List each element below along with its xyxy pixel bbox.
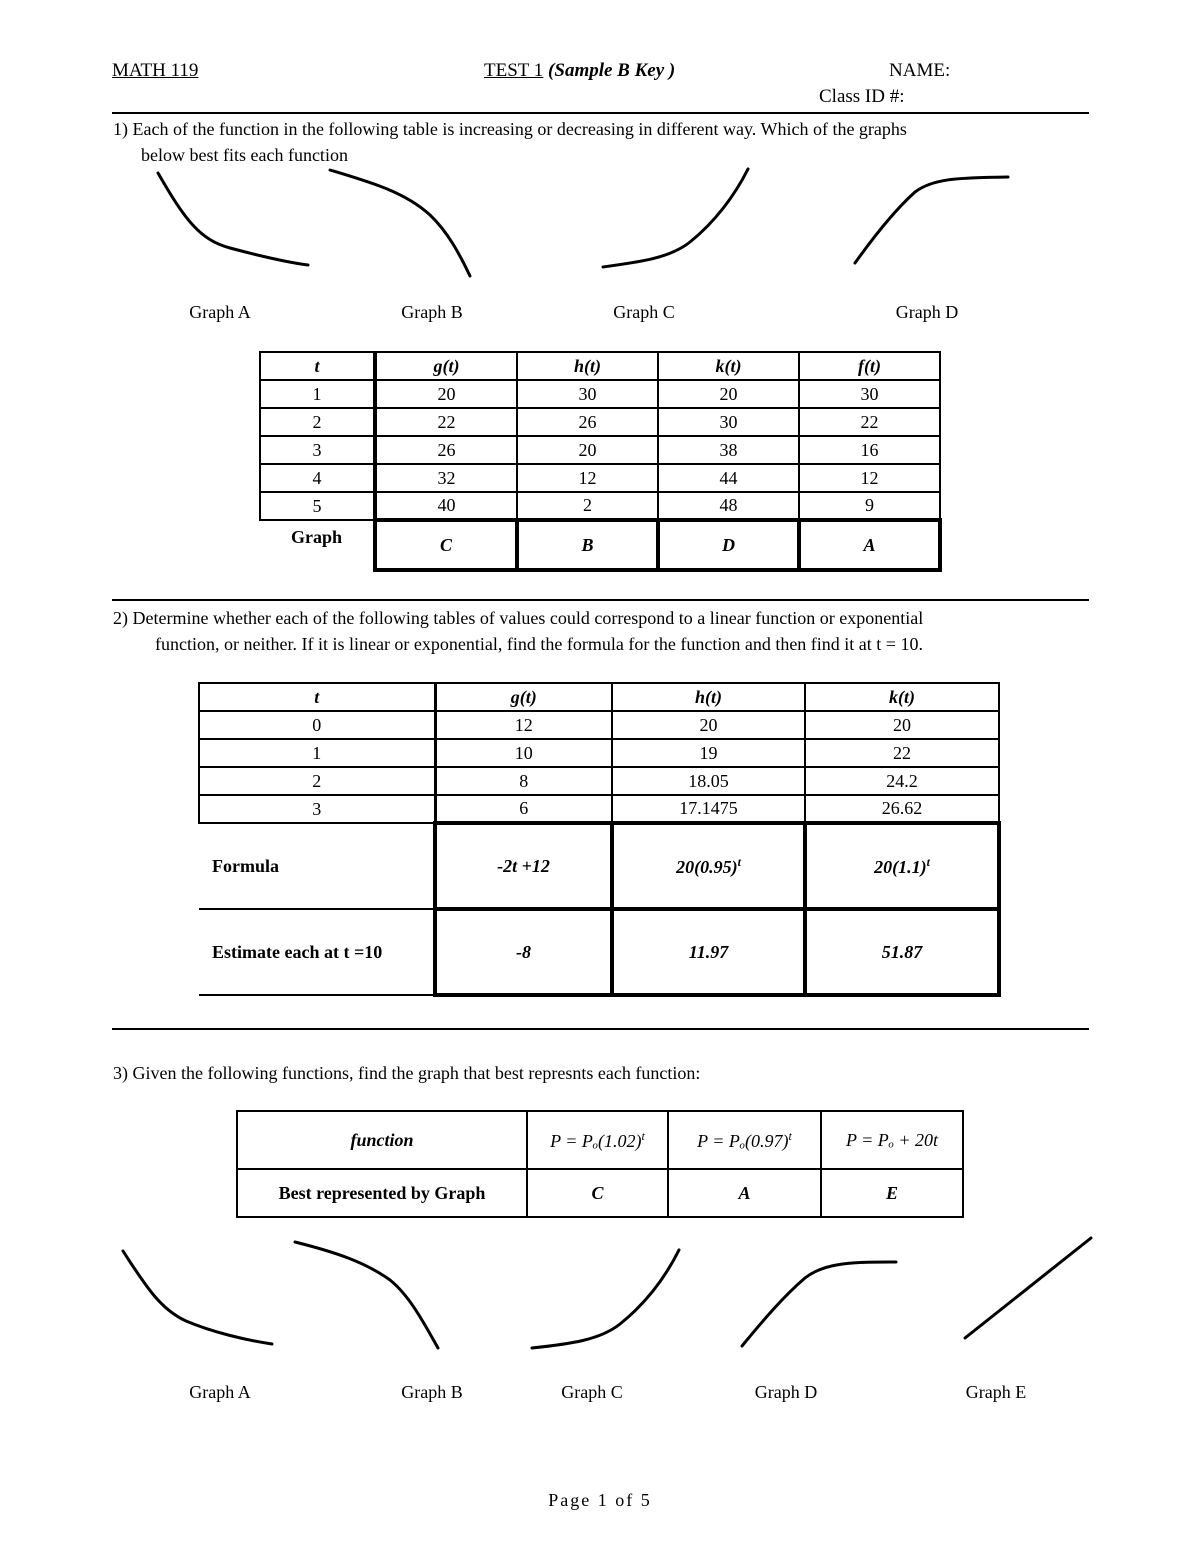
- table-cell: 38: [658, 436, 799, 464]
- table-cell: 20: [612, 711, 805, 739]
- q3-function-2-exponent: t: [788, 1128, 792, 1143]
- table-cell: 30: [799, 380, 940, 408]
- table-cell: 3: [260, 436, 375, 464]
- table-cell: 20: [375, 380, 517, 408]
- table-cell: 22: [805, 739, 999, 767]
- table-cell: 17.1475: [612, 795, 805, 823]
- table-cell: 1: [199, 739, 435, 767]
- q2-header-t: t: [199, 683, 435, 711]
- q2-estimate-g: -8: [435, 909, 612, 995]
- table-cell: 16: [799, 436, 940, 464]
- table-cell: 26: [375, 436, 517, 464]
- q1-graph-c-label: Graph C: [613, 302, 675, 322]
- table-cell: 26.62: [805, 795, 999, 823]
- q1-header-k: k(t): [658, 352, 799, 380]
- table-cell: 20: [805, 711, 999, 739]
- table-cell: 6: [435, 795, 612, 823]
- table-cell: 22: [375, 408, 517, 436]
- table-cell: 2: [517, 492, 658, 520]
- table-cell: 9: [799, 492, 940, 520]
- q2-formula-k-text: 20(1.1): [874, 856, 927, 877]
- q3-function-1-exponent: t: [641, 1128, 645, 1143]
- table-cell: 2: [199, 767, 435, 795]
- q3-graph-c-label: Graph C: [561, 1382, 623, 1402]
- q1-header-g: g(t): [375, 352, 517, 380]
- key-label: (Sample B Key ): [548, 60, 676, 81]
- table-cell: 30: [517, 380, 658, 408]
- table-cell: 32: [375, 464, 517, 492]
- q1-graph-a-label: Graph A: [189, 302, 251, 322]
- table-cell: 10: [435, 739, 612, 767]
- q3-graph-a-label: Graph A: [189, 1382, 251, 1402]
- q2-header-k: k(t): [805, 683, 999, 711]
- q1-answer-k: D: [658, 520, 799, 570]
- q3-graph-b-curve: [295, 1242, 438, 1348]
- table-cell: 26: [517, 408, 658, 436]
- table-cell: 12: [799, 464, 940, 492]
- table-cell: 24.2: [805, 767, 999, 795]
- page-number: Page 1 of 5: [548, 1490, 652, 1510]
- q2-estimate-k: 51.87: [805, 909, 999, 995]
- q3-answer-1: C: [527, 1169, 668, 1217]
- q3-graph-e-line: [965, 1238, 1091, 1338]
- q3-function-2-text: P = Pₒ(0.97): [697, 1130, 789, 1151]
- q3-graph-e-label: Graph E: [965, 1382, 1027, 1402]
- table-cell: 5: [260, 492, 375, 520]
- table-cell: 8: [435, 767, 612, 795]
- q2-formula-label: Formula: [199, 823, 435, 909]
- table-cell: 1: [260, 380, 375, 408]
- q1-text-line2: below best fits each function: [141, 145, 348, 165]
- q2-estimate-label: Estimate each at t =10: [199, 909, 435, 995]
- q3-graph-d-label: Graph D: [754, 1382, 818, 1402]
- q2-header-h: h(t): [612, 683, 805, 711]
- q3-graph-c-curve: [532, 1250, 679, 1348]
- q2-text-line2: function, or neither. If it is linear or exponential, find the formula for the function and then find it at t = 10.: [155, 634, 923, 654]
- class-id-label: Class ID #:: [819, 86, 905, 107]
- q2-header-g: g(t): [435, 683, 612, 711]
- q1-graph-b-label: Graph B: [401, 302, 463, 322]
- table-cell: 12: [517, 464, 658, 492]
- q2-formula-k-exponent: t: [926, 854, 930, 869]
- q2-formula-g-text: -2t +12: [497, 855, 550, 876]
- table-cell: 20: [517, 436, 658, 464]
- q3-graph-d-curve: [742, 1262, 896, 1346]
- table-cell: 18.05: [612, 767, 805, 795]
- table-cell: 2: [260, 408, 375, 436]
- q3-function-3: P = Pₒ + 20t: [821, 1111, 963, 1169]
- table-cell: 3: [199, 795, 435, 823]
- test-label: TEST 1: [484, 60, 544, 81]
- q3-text: 3) Given the following functions, find the graph that best represnts each function:: [113, 1063, 701, 1083]
- q1-header-f: f(t): [799, 352, 940, 380]
- table-cell: 19: [612, 739, 805, 767]
- q1-answer-g: C: [375, 520, 517, 570]
- table-cell: 4: [260, 464, 375, 492]
- q3-answer-3: E: [821, 1169, 963, 1217]
- q1-answer-h: B: [517, 520, 658, 570]
- table-cell: 22: [799, 408, 940, 436]
- table-cell: 30: [658, 408, 799, 436]
- table-cell: 40: [375, 492, 517, 520]
- table-cell: 44: [658, 464, 799, 492]
- q3-answer-2: A: [668, 1169, 821, 1217]
- q2-formula-h-exponent: t: [737, 854, 741, 869]
- table-cell: 0: [199, 711, 435, 739]
- q1-answer-f: A: [799, 520, 940, 570]
- q3-function-1-text: P = Pₒ(1.02): [550, 1130, 642, 1151]
- course-title: MATH 119: [112, 60, 199, 81]
- q2-estimate-h: 11.97: [612, 909, 805, 995]
- q1-text-line1: 1) Each of the function in the following table is increasing or decreasing in different way. Which of the graphs: [113, 119, 907, 139]
- table-cell: 20: [658, 380, 799, 408]
- q3-best-label: Best represented by Graph: [237, 1169, 527, 1217]
- q1-header-h: h(t): [517, 352, 658, 380]
- table-cell: 12: [435, 711, 612, 739]
- q3-graph-a-curve: [123, 1251, 272, 1344]
- q2-formula-h-text: 20(0.95): [676, 856, 738, 877]
- q1-graph-row-label: Graph: [290, 527, 342, 547]
- name-label: NAME:: [889, 60, 951, 81]
- q1-graph-d-label: Graph D: [895, 302, 959, 322]
- table-cell: 48: [658, 492, 799, 520]
- q3-function-label: function: [237, 1111, 527, 1169]
- q2-text-line1: 2) Determine whether each of the following tables of values could correspond to a linear function or exponential: [113, 608, 924, 628]
- q1-header-t: t: [260, 352, 375, 380]
- q3-graph-b-label: Graph B: [401, 1382, 463, 1402]
